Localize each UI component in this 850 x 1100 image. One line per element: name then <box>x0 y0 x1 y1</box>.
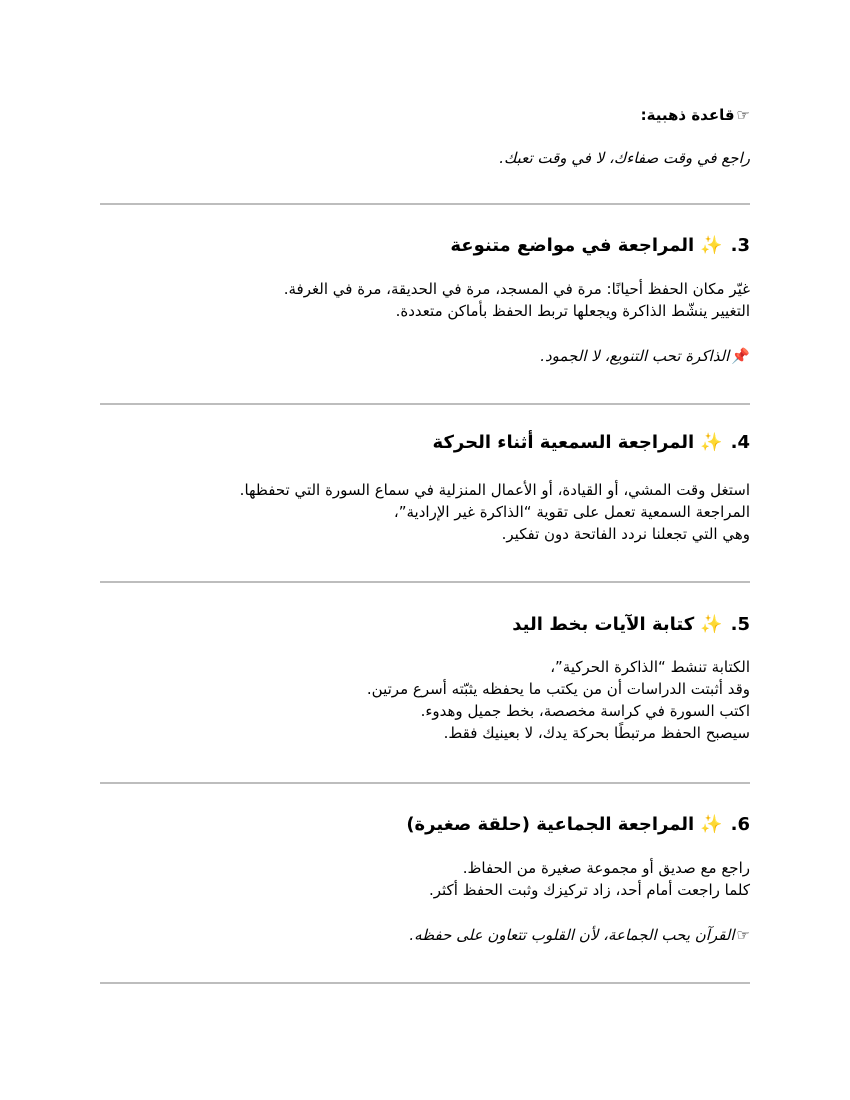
section-note-3 <box>540 345 750 367</box>
body-line: التغيير ينشّط الذاكرة ويجعلها تربط الحفظ بأماكن متعددة. <box>395 302 750 320</box>
section-note-6 <box>409 924 750 946</box>
body-line: كلما راجعت أمام أحد، زاد تركيزك وثبت الحفظ أكثر. <box>428 881 750 899</box>
body-line: راجع مع صديق أو مجموعة صغيرة من الحفاظ. <box>462 859 750 877</box>
body-line: وهي التي تجعلنا نردد الفاتحة دون تفكير. <box>501 525 750 543</box>
body-line: وقد أثبتت الدراسات أن من يكتب ما يحفظه يثبّته أسرع مرتين. <box>366 680 750 698</box>
note-text: القرآن يحب الجماعة، لأن القلوب تتعاون على حفظه. <box>409 926 735 944</box>
hand-pointing-icon: ☞ <box>736 926 750 944</box>
sparkle-icon: ✨ <box>700 814 723 835</box>
divider <box>100 581 750 583</box>
section-heading-6 <box>406 812 750 838</box>
divider <box>100 203 750 205</box>
body-line: الكتابة تنشط “الذاكرة الحركية”، <box>550 658 750 676</box>
golden-rule-title-text: قاعدة ذهبية: <box>640 106 735 124</box>
section-heading-5 <box>512 612 750 638</box>
section-heading-4 <box>433 430 750 456</box>
section-title: المراجعة السمعية أثناء الحركة <box>432 432 695 453</box>
body-line: المراجعة السمعية تعمل على تقوية “الذاكرة غير الإرادية”، <box>393 503 750 521</box>
sparkle-icon: ✨ <box>700 614 723 635</box>
divider <box>100 782 750 784</box>
section-number: 6. <box>730 814 750 835</box>
section-title: المراجعة الجماعية (حلقة صغيرة) <box>406 814 695 835</box>
pushpin-icon: 📌 <box>731 347 750 365</box>
golden-rule-text: راجع في وقت صفاءك، لا في وقت تعبك. <box>499 149 750 167</box>
section-heading-3 <box>450 233 750 259</box>
hand-pointing-icon: ☞ <box>736 106 750 124</box>
section-body-4 <box>240 479 750 545</box>
section-body-6 <box>429 857 750 901</box>
note-text: الذاكرة تحب التنويع، لا الجمود. <box>540 347 730 365</box>
section-number: 4. <box>730 432 750 453</box>
section-number: 5. <box>730 614 750 635</box>
golden-rule-title <box>641 104 750 126</box>
sparkle-icon: ✨ <box>700 235 723 256</box>
divider <box>100 982 750 984</box>
body-line: استغل وقت المشي، أو القيادة، أو الأعمال المنزلية في سماع السورة التي تحفظها. <box>239 481 750 499</box>
body-line: اكتب السورة في كراسة مخصصة، بخط جميل وهدوء. <box>420 702 750 720</box>
document-content <box>100 0 750 1100</box>
section-title: المراجعة في مواضع متنوعة <box>450 235 695 256</box>
section-body-3 <box>284 278 750 322</box>
sparkle-icon: ✨ <box>700 432 723 453</box>
body-line: غيّر مكان الحفظ أحيانًا: مرة في المسجد، مرة في الحديقة، مرة في الغرفة. <box>283 280 750 298</box>
divider <box>100 403 750 405</box>
section-body-5 <box>367 656 750 744</box>
section-number: 3. <box>730 235 750 256</box>
body-line: سيصبح الحفظ مرتبطًا بحركة يدك، لا بعينيك فقط. <box>443 724 750 742</box>
section-title: كتابة الآيات بخط اليد <box>512 614 695 635</box>
